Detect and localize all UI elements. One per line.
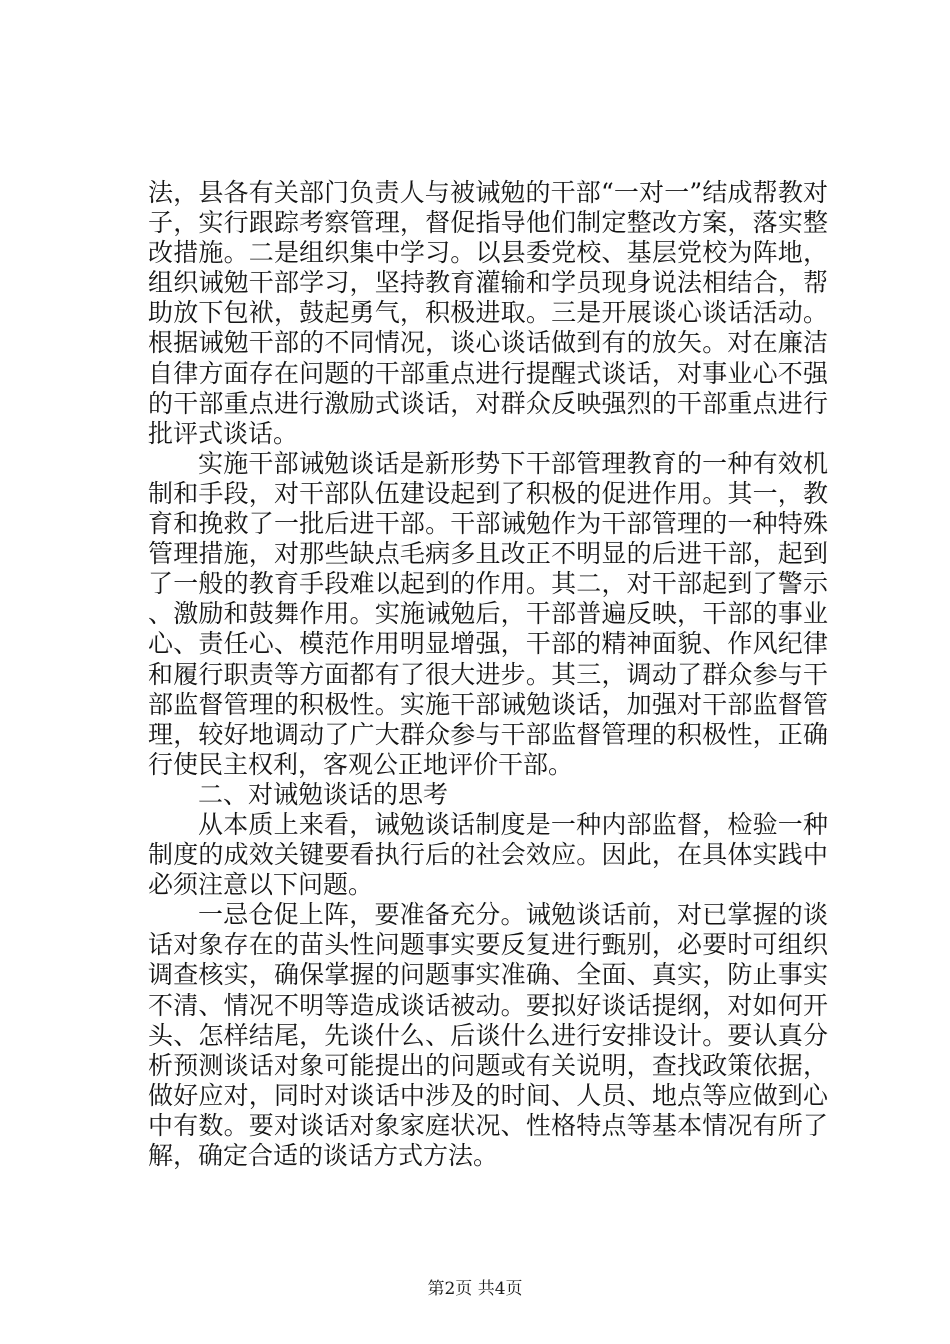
paragraph-continuation: 法，县各有关部门负责人与被诫勉的干部“一对一”结成帮教对子，实行跟踪考察管理，督促指导他们制定整改方案，落实整改措施。二是组织集中学习。以县委党校、基层党校为阵地，组织诫勉干部学习，坚持教育灌输和学员现身说法相结合，帮助放下包袱，鼓起勇气，积极进取。三是开展谈心谈话活动。根据诫勉干部的不同情况，谈心谈话做到有的放矢。对在廉洁自律方面存在问题的干部重点进行提醒式谈话，对事业心不强的干部重点进行激励式谈话，对群众反映强烈的干部重点进行批评式谈话。	[148, 178, 828, 448]
paragraph-preparation: 一忌仓促上阵，要准备充分。诫勉谈话前，对已掌握的谈话对象存在的苗头性问题事实要反复进行甄别，必要时可组织调查核实，确保掌握的问题事实准确、全面、真实，防止事实不清、情况不明等造成谈话被动。要拟好谈话提纲，对如何开头、怎样结尾，先谈什么、后谈什么进行安排设计。要认真分析预测谈话对象可能提出的问题或有关说明，查找政策依据，做好应对，同时对谈话中涉及的时间、人员、地点等应做到心中有数。要对谈话对象家庭状况、性格特点等基本情况有所了解，确定合适的谈话方式方法。	[148, 900, 828, 1170]
paragraph-effects: 实施干部诫勉谈话是新形势下干部管理教育的一种有效机制和手段，对干部队伍建设起到了积极的促进作用。其一，教育和挽救了一批后进干部。干部诫勉作为干部管理的一种特殊管理措施，对那些缺点毛病多且改正不明显的后进干部，起到了一般的教育手段难以起到的作用。其二，对干部起到了警示、激励和鼓舞作用。实施诫勉后，干部普遍反映，干部的事业心、责任心、模范作用明显增强，干部的精神面貌、作风纪律和履行职责等方面都有了很大进步。其三，调动了群众参与干部监督管理的积极性。实施干部诫勉谈话，加强对干部监督管理，较好地调动了广大群众参与干部监督管理的积极性，正确行使民主权利，客观公正地评价干部。	[148, 448, 828, 779]
section-heading: 二、对诫勉谈话的思考	[198, 779, 449, 809]
page-number-footer: 第2页 共4页	[427, 1279, 523, 1299]
paragraph-reflection: 从本质上来看，诫勉谈话制度是一种内部监督，检验一种制度的成效关键要看执行后的社会效应。因此，在具体实践中必须注意以下问题。	[148, 809, 828, 900]
body-text	[148, 178, 828, 1171]
